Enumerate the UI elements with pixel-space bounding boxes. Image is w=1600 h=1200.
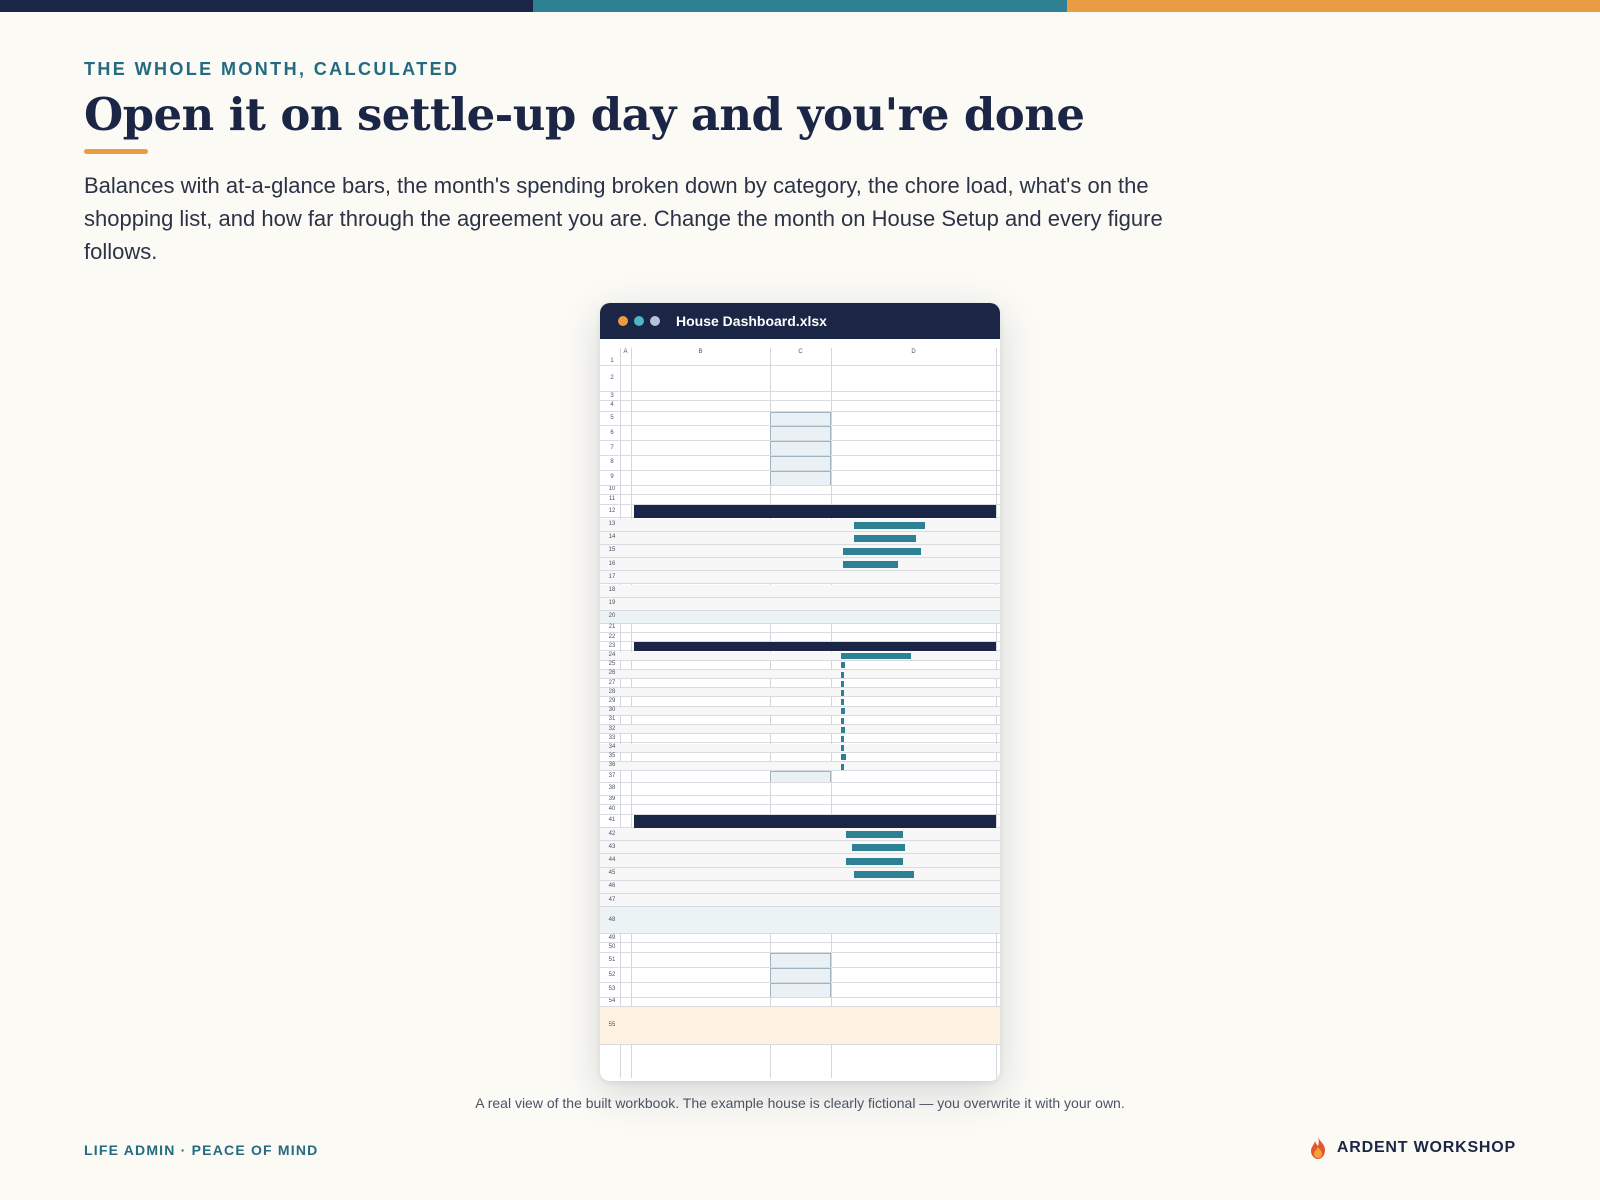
row-number: 45 [608, 870, 616, 877]
window-dot-grey[interactable] [650, 316, 660, 326]
row-number: 10 [608, 486, 616, 493]
row-number: 43 [608, 843, 616, 850]
row-number: 39 [608, 796, 616, 803]
sheet-row [600, 357, 1000, 366]
row-number: 7 [610, 444, 614, 451]
row-number: 14 [608, 534, 616, 541]
row-number: 3 [610, 392, 614, 399]
row-number: 33 [608, 734, 616, 741]
row-number: 48 [608, 916, 616, 923]
row-number: 30 [608, 707, 616, 714]
row-number: 21 [608, 624, 616, 631]
table-header-band [634, 505, 996, 518]
sheet-row [600, 532, 1000, 545]
sheet-row [600, 854, 1000, 867]
sheet-row [600, 401, 1000, 411]
balance-bar [854, 522, 925, 529]
row-number: 44 [608, 856, 616, 863]
eyebrow-label: THE WHOLE MONTH, CALCULATED [84, 59, 460, 79]
row-number: 37 [608, 772, 616, 779]
row-number: 25 [608, 661, 616, 668]
row-number: 38 [608, 785, 616, 792]
row-number: 24 [608, 652, 616, 659]
sheet-row [600, 868, 1000, 881]
row-number: 5 [610, 414, 614, 421]
row-number: 12 [608, 507, 616, 514]
sheet-row [600, 771, 1000, 783]
row-number: 31 [608, 716, 616, 723]
row-number: 18 [608, 587, 616, 594]
row-number: 29 [608, 698, 616, 705]
sheet-row [600, 998, 1000, 1007]
sheet-row [600, 725, 1000, 734]
sheet-row [600, 545, 1000, 558]
sheet-row [600, 426, 1000, 441]
row-number: 23 [608, 642, 616, 649]
sheet-row [600, 558, 1000, 571]
row-number: 55 [608, 1022, 616, 1028]
row-number: 53 [608, 986, 616, 993]
sheet-row [600, 783, 1000, 796]
page-title: Open it on settle-up day and you're done [84, 88, 1085, 141]
sheet-row [600, 652, 1000, 661]
top-bar-orange-segment [1067, 0, 1600, 12]
sheet-row [600, 698, 1000, 707]
table-header-band [634, 642, 996, 651]
sheet-row [600, 661, 1000, 670]
lede-paragraph: Balances with at-a-glance bars, the month's spending broken down by category, the chore load, what's on the shopping list, and how far through the agreement you are. Change the month on House Setup and every figure follows. [84, 173, 1163, 264]
category-bar [841, 662, 845, 668]
row-number: 1 [610, 357, 614, 364]
spreadsheet-grid[interactable] [600, 339, 1000, 1081]
brand-name: ARDENT WORKSHOP [1336, 1139, 1516, 1156]
row-number: 2 [610, 375, 614, 382]
category-bar [841, 736, 844, 742]
sheet-row [600, 670, 1000, 679]
sheet-row [600, 633, 1000, 642]
sheet-row [600, 366, 1000, 392]
row-number: 49 [608, 934, 616, 941]
footer-brand [1307, 1136, 1516, 1160]
sheet-row [600, 734, 1000, 743]
top-color-bar [0, 0, 1600, 12]
column-header: D [911, 349, 916, 355]
footer-tagline: LIFE ADMIN · PEACE OF MIND [84, 1142, 319, 1158]
category-bar [841, 745, 844, 751]
sheet-row [600, 456, 1000, 471]
row-number: 54 [608, 998, 616, 1005]
sheet-row [600, 519, 1000, 532]
screenshot-caption: A real view of the built workbook. The example house is clearly fictional — you overwrite it with your own. [475, 1095, 1125, 1111]
sheet-row [600, 679, 1000, 688]
chore-bar [854, 871, 914, 878]
row-number: 47 [608, 896, 616, 903]
sheet-row [600, 934, 1000, 943]
row-number: 15 [608, 547, 616, 554]
sheet-row [600, 894, 1000, 907]
balance-bar [843, 561, 898, 568]
sheet-row [600, 907, 1000, 934]
row-number: 28 [608, 688, 616, 695]
balance-bar [843, 548, 921, 555]
row-number: 19 [608, 600, 616, 607]
sheet-row [600, 598, 1000, 611]
row-number: 42 [608, 830, 616, 837]
top-bar-navy-segment [0, 0, 533, 12]
row-number: 35 [608, 753, 616, 760]
sheet-row [600, 392, 1000, 401]
balance-bar [854, 535, 916, 542]
category-bar [841, 681, 844, 687]
title-underline [84, 149, 148, 154]
sheet-row [600, 762, 1000, 771]
chore-bar [846, 831, 903, 838]
window-dot-teal[interactable] [634, 316, 644, 326]
sheet-row [600, 707, 1000, 716]
sheet-row [600, 983, 1000, 998]
row-number: 13 [608, 521, 616, 528]
row-number: 50 [608, 944, 616, 951]
row-number: 51 [608, 956, 616, 963]
row-number: 27 [608, 679, 616, 686]
row-number: 17 [608, 573, 616, 580]
row-number: 32 [608, 725, 616, 732]
row-number: 26 [608, 670, 616, 677]
sheet-row [600, 486, 1000, 495]
category-bar [841, 672, 844, 678]
window-title-bar [600, 303, 1000, 339]
row-number: 16 [608, 560, 616, 567]
column-header: C [798, 349, 803, 355]
table-header-band [634, 815, 996, 828]
sheet-row [600, 571, 1000, 584]
sheet-row [600, 841, 1000, 854]
sheet-row [600, 1007, 1000, 1045]
sheet-row [600, 881, 1000, 894]
sheet-row [600, 471, 1000, 486]
sheet-row [600, 412, 1000, 427]
row-number: 9 [610, 474, 614, 481]
sheet-row [600, 716, 1000, 725]
sheet-row [600, 968, 1000, 983]
row-number: 4 [610, 402, 614, 409]
category-bar [841, 727, 845, 733]
sheet-row [600, 688, 1000, 697]
row-number: 40 [608, 805, 616, 812]
sheet-row [600, 744, 1000, 753]
row-number: 20 [608, 613, 616, 620]
category-bar [841, 653, 911, 659]
row-number: 22 [608, 633, 616, 640]
chore-bar [846, 858, 903, 865]
row-number: 36 [608, 762, 616, 769]
sheet-row [600, 943, 1000, 953]
column-header: A [623, 349, 628, 355]
window-dot-orange[interactable] [618, 316, 628, 326]
category-bar [841, 690, 844, 696]
row-number: 46 [608, 883, 616, 890]
category-bar [841, 718, 844, 724]
sheet-row [600, 585, 1000, 598]
category-bar [841, 754, 846, 760]
sheet-row [600, 753, 1000, 762]
sheet-row [600, 953, 1000, 968]
category-bar [841, 764, 844, 770]
sheet-row [600, 441, 1000, 456]
category-bar [841, 708, 845, 714]
sheet-row [600, 611, 1000, 624]
sheet-row [600, 624, 1000, 633]
row-number: 6 [610, 429, 614, 436]
sheet-row [600, 828, 1000, 841]
row-number: 52 [608, 971, 616, 978]
spreadsheet-window [600, 303, 1000, 1081]
top-bar-teal-segment [533, 0, 1066, 12]
column-header: B [698, 349, 703, 355]
flame-icon [1307, 1136, 1329, 1160]
window-title: House Dashboard.xlsx [676, 313, 827, 329]
row-number: 34 [608, 744, 616, 751]
sheet-row [600, 796, 1000, 805]
row-number: 8 [610, 459, 614, 466]
category-bar [841, 699, 844, 705]
sheet-row [600, 495, 1000, 506]
row-number: 11 [608, 496, 616, 503]
row-number: 41 [608, 817, 616, 824]
chore-bar [852, 844, 905, 851]
sheet-row [600, 805, 1000, 815]
